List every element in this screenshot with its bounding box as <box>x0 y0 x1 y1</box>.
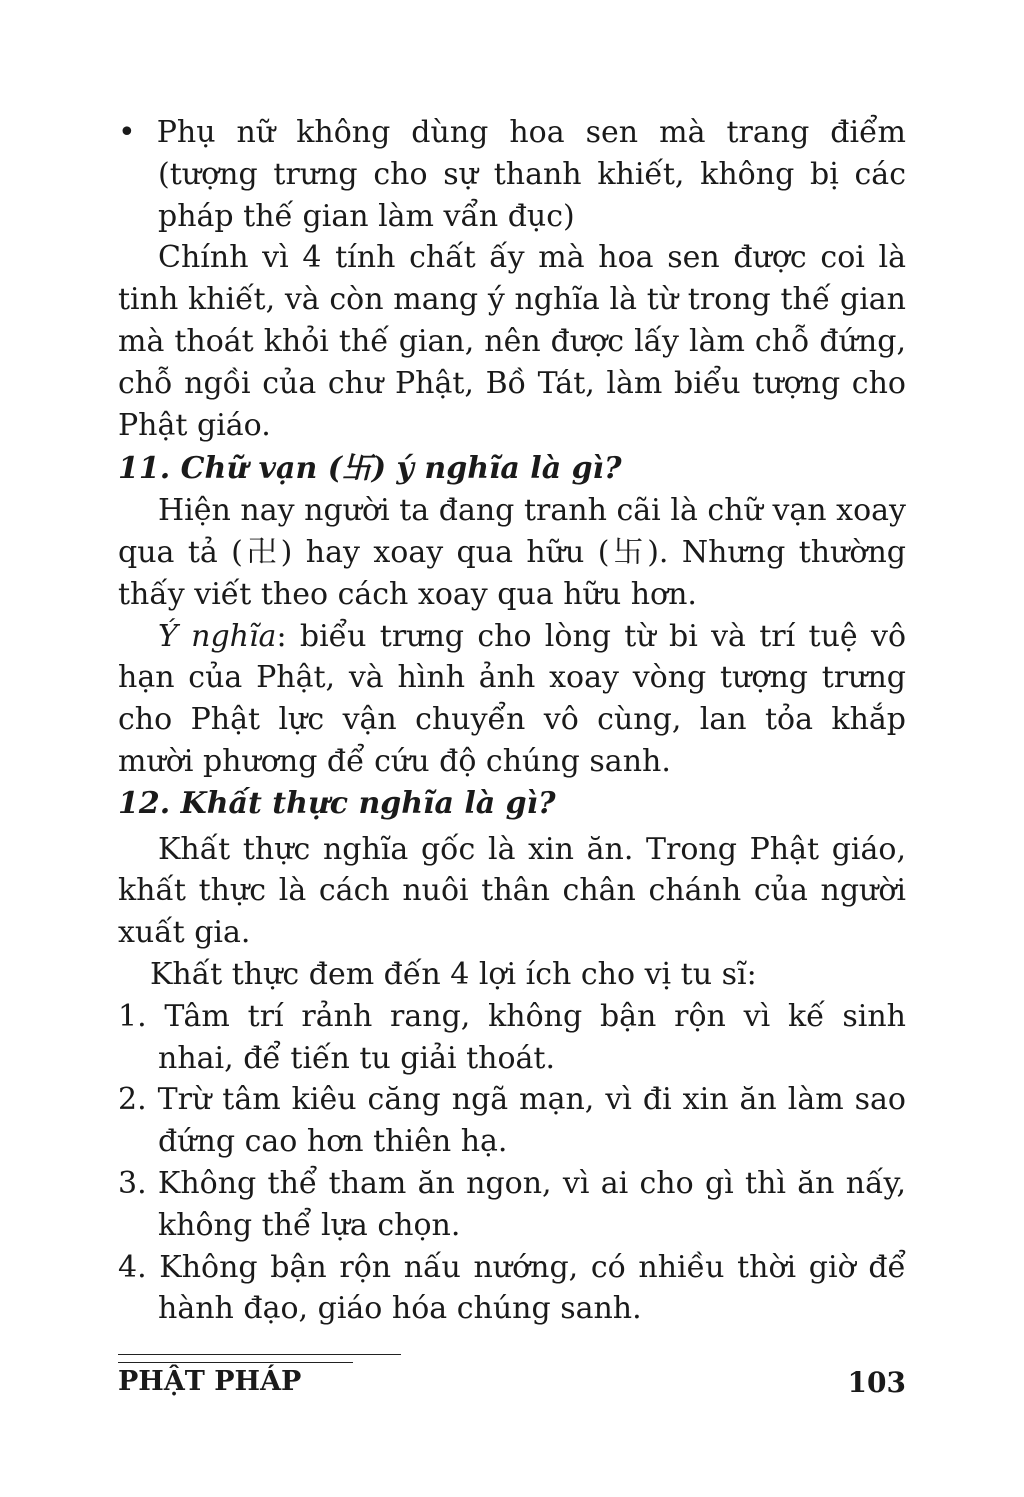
list-item: 2. Trừ tâm kiêu căng ngã mạn, vì đi xin ăn làm sao đứng cao hơn thiên hạ. <box>118 1082 906 1160</box>
section-heading-12: 12. Khất thực nghĩa là gì? <box>118 785 556 821</box>
page-body <box>118 112 906 1330</box>
paragraph-text: : biểu trưng cho lòng từ bi và trí tuệ vô hạn của Phật, và hình ảnh xoay vòng tượng trưng cho Phật lực vận chuyển vô cùng, lan tỏa khắp mười phương để cứu độ chúng sanh. <box>118 618 907 779</box>
footer-divider <box>118 1362 353 1363</box>
list-item: 4. Không bận rộn nấu nướng, có nhiều thời giờ để hành đạo, giáo hóa chúng sanh. <box>118 1249 906 1327</box>
list-item: 3. Không thể tham ăn ngon, vì ai cho gì thì ăn nấy, không thể lựa chọn. <box>118 1165 906 1243</box>
paragraph: Khất thực nghĩa gốc là xin ăn. Trong Phật giáo, khất thực là cách nuôi thân chân chánh của người xuất gia. <box>118 831 906 951</box>
footer-divider <box>118 1354 401 1355</box>
list-item: 1. Tâm trí rảnh rang, không bận rộn vì kế sinh nhai, để tiến tu giải thoát. <box>118 998 906 1076</box>
bullet-paragraph: • Phụ nữ không dùng hoa sen mà trang điểm (tượng trưng cho sự thanh khiết, không bị các pháp thế gian làm vẩn đục) <box>118 115 906 234</box>
section-heading-11: 11. Chữ vạn (卐) ý nghĩa là gì? <box>118 451 622 487</box>
paragraph <box>118 616 906 783</box>
paragraph: Chính vì 4 tính chất ấy mà hoa sen được coi là tinh khiết, và còn mang ý nghĩa là từ trong thế gian mà thoát khỏi thế gian, nên được lấy làm chỗ đứng, chỗ ngồi của chư Phật, Bồ Tát, làm biểu tượng cho Phật giáo. <box>118 240 906 443</box>
footer-book-title: PHẬT PHÁP <box>118 1366 302 1397</box>
paragraph: Khất thực đem đến 4 lợi ích cho vị tu sĩ: <box>150 956 757 992</box>
paragraph: Hiện nay người ta đang tranh cãi là chữ vạn xoay qua tả (卍) hay xoay qua hữu (卐). Nhưng thường thấy viết theo cách xoay qua hữu hơn. <box>118 493 906 612</box>
emphasis-label: Ý nghĩa <box>158 618 277 654</box>
page-number: 103 <box>847 1366 906 1399</box>
